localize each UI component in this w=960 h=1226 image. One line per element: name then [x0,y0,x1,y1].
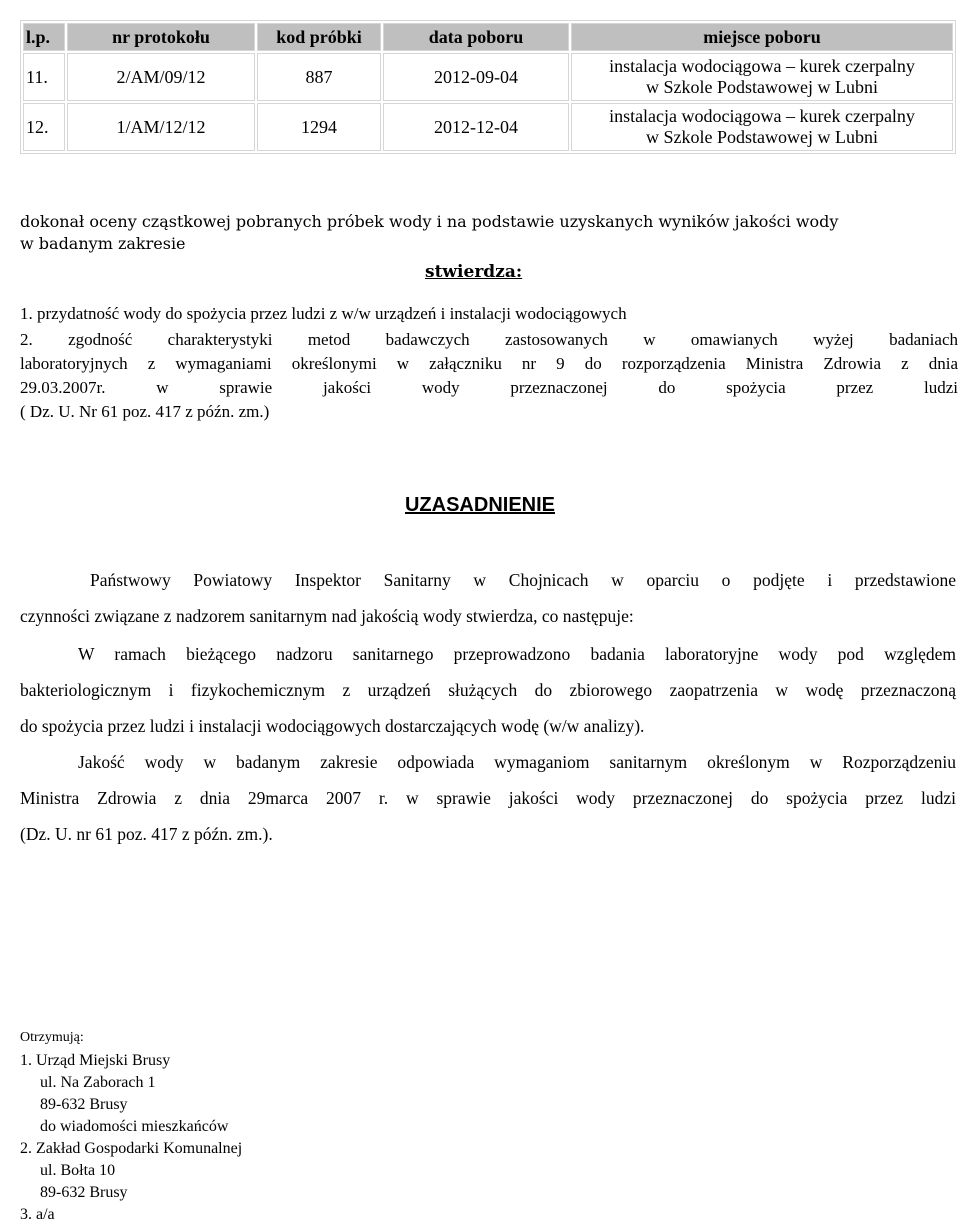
para2-line: bakteriologicznym i fizykochemicznym z urządzeń służących do zbiorowego zaopatrzenia w wodę przeznaczoną [20,680,956,700]
recipients-label: Otrzymują: [20,1030,84,1045]
para2-line: do spożycia przez ludzi i instalacji wodociągowych dostarczających wodę (w/w analizy). [20,716,645,736]
recipients-list [20,1050,242,1226]
cell-miejsce-poboru [571,53,953,101]
point2-line: 2. zgodność charakterystyki metod badawczych zastosowanych w omawianych wyżej badaniach [20,330,958,349]
list-item: do wiadomości mieszkańców [40,1118,229,1135]
point2-line: 29.03.2007r. w sprawie jakości wody przeznaczonej do spożycia przez ludzi [20,378,958,397]
justification-paragraph-3 [20,744,956,852]
list-item: 89-632 Brusy [40,1096,128,1113]
justification-paragraph-2 [20,636,956,744]
table-row [23,103,953,151]
justification-paragraph-1 [20,562,956,634]
cell-data-poboru: 2012-12-04 [383,103,569,151]
list-item: 2. Zakład Gospodarki Komunalnej [20,1140,243,1157]
para3-line: Ministra Zdrowia z dnia 29marca 2007 r. w sprawie jakości wody przeznaczonej do spożycia przez ludzi [20,788,956,808]
cell-miejsce-poboru [571,103,953,151]
col-header-data-poboru: data poboru [383,23,569,51]
cell-kod-probki: 887 [257,53,381,101]
list-item: 3. a/a [20,1206,55,1223]
list-item: 89-632 Brusy [40,1184,128,1201]
cell-kod-probki: 1294 [257,103,381,151]
cell-lp: 11. [23,53,65,101]
para2-line: W ramach bieżącego nadzoru sanitarnego przeprowadzono badania laboratoryjne wody pod względem [78,644,956,664]
point2-line: ( Dz. U. Nr 61 poz. 417 z późn. zm.) [20,402,270,421]
point2-line: laboratoryjnych z wymaganiami określonymi w załączniku nr 9 do rozporządzenia Ministra Zdrowia z dnia [20,354,958,373]
miejsce-line2: w Szkole Podstawowej w Lubni [646,77,878,97]
table-header-row [23,23,953,51]
cell-nr-protokolu: 1/AM/12/12 [67,103,255,151]
results-table [20,20,956,154]
para3-line: Jakość wody w badanym zakresie odpowiada wymaganiom sanitarnym określonym w Rozporządzeniu [78,752,956,772]
list-item: ul. Bołta 10 [40,1162,116,1179]
col-header-kod-probki: kod próbki [257,23,381,51]
cell-nr-protokolu: 2/AM/09/12 [67,53,255,101]
col-header-miejsce-poboru: miejsce poboru [571,23,953,51]
cell-data-poboru: 2012-09-04 [383,53,569,101]
stwierdza-heading: stwierdza: [425,262,523,282]
para1-line: Państwowy Powiatowy Inspektor Sanitarny w Chojnicach w oparciu o podjęte i przedstawione [90,570,956,590]
intro-line: dokonał oceny cząstkowej pobranych próbek wody i na podstawie uzyskanych wyników jakości wody [20,212,839,231]
col-header-lp: l.p. [23,23,65,51]
miejsce-line1: instalacja wodociągowa – kurek czerpalny [609,56,915,76]
para1-line: czynności związane z nadzorem sanitarnym nad jakością wody stwierdza, co następuje: [20,606,634,626]
list-item: ul. Na Zaborach 1 [40,1074,156,1091]
list-item: 1. Urząd Miejski Brusy [20,1052,171,1069]
finding-point-1: 1. przydatność wody do spożycia przez ludzi z w/w urządzeń i instalacji wodociągowych [20,304,627,323]
para3-line: (Dz. U. nr 61 poz. 417 z późn. zm.). [20,824,273,844]
intro-line: w badanym zakresie [20,234,186,253]
finding-point-2 [20,328,958,424]
miejsce-line1: instalacja wodociągowa – kurek czerpalny [609,106,915,126]
uzasadnienie-heading: UZASADNIENIE [404,494,555,516]
cell-lp: 12. [23,103,65,151]
col-header-nr-protokolu: nr protokołu [67,23,255,51]
table-row [23,53,953,101]
intro-paragraph [20,211,940,255]
miejsce-line2: w Szkole Podstawowej w Lubni [646,127,878,147]
